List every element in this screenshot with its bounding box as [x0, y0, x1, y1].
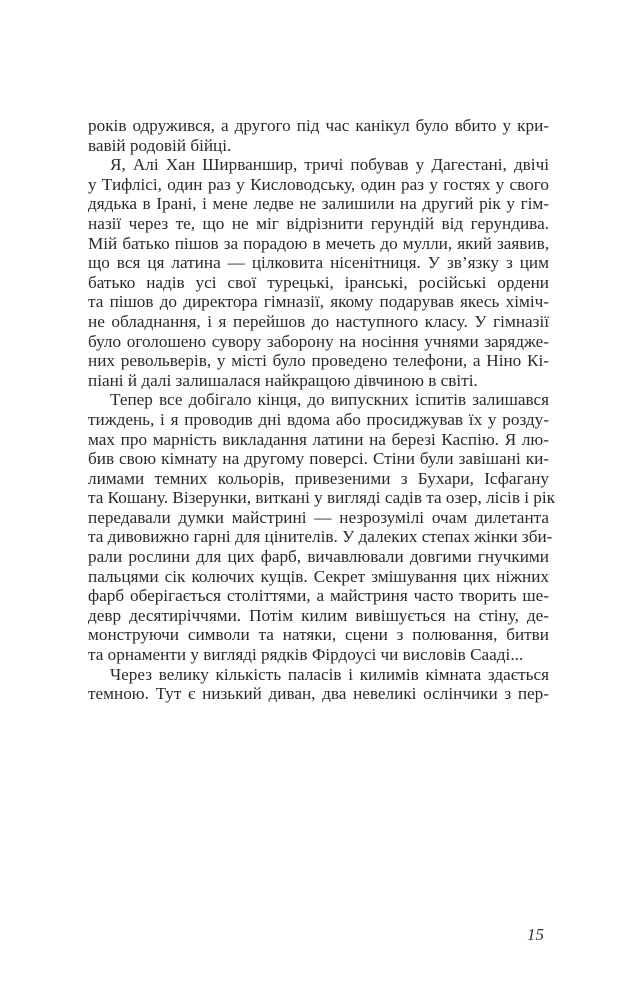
text-line: девр десятиріччями. Потім килим вивішується на стіну, де- [88, 605, 549, 625]
text-line: темною. Тут є низький диван, два невеликі ослінчики з пер- [88, 684, 549, 704]
text-line: бив свою кімнату на другому поверсі. Стіни були завішані ки- [88, 449, 549, 469]
text-line: назії через те, що не міг відрізнити герундій від герундива. [88, 213, 549, 233]
text-line: монструючи символи та натяки, сцени з полювання, битви [88, 625, 549, 645]
text-line: не обладнання, і я перейшов до наступного класу. У гімназії [88, 311, 549, 331]
text-line: Через велику кількість паласів і килимів кімната здається [110, 664, 549, 684]
text-line: у Тифлісі, один раз у Кисловодську, один раз у гостях у свого [88, 174, 549, 194]
text-line: пальцями сік колючих кущів. Секрет змішування цих ніжних [88, 566, 549, 586]
text-line: дядька в Ірані, і мене ледве не залишили на другий рік у гім- [88, 194, 549, 214]
text-line: тиждень, і я проводив дні вдома або просиджував їх у розду- [88, 409, 549, 429]
text-line: передавали думки майстрині — незрозумілі очам дилетанта [88, 507, 549, 527]
text-line: Я, Алі Хан Ширваншир, тричі побував у Дагестані, двічі [110, 155, 549, 175]
text-line: Тепер все добігало кінця, до випускних іспитів залишався [110, 390, 549, 410]
text-line: та дивовижно гарні для цінителів. У далеких степах жінки зби- [88, 527, 553, 547]
page-body-text [88, 116, 556, 704]
text-line: піані й далі залишалася найкращою дівчиною в світі. [88, 370, 478, 390]
text-line: Мій батько пішов за порадою в мечеть до мулли, який заявив, [88, 233, 549, 253]
text-line: них револьверів, у місті було проведено телефони, а Ніно Кі- [88, 351, 549, 371]
text-line: та орнаменти у вигляді рядків Фірдоусі чи висловів Сааді... [88, 645, 524, 665]
text-line: мах про марність викладання латини на березі Каспію. Я лю- [88, 429, 549, 449]
text-line: та пішов до директора гімназії, якому подарував якесь хіміч- [88, 292, 549, 312]
text-line: та Кошану. Візерунки, виткані у вигляді садів та озер, лісів і рік [88, 488, 556, 508]
text-line: лимами темних кольорів, привезеними з Бухари, Ісфагану [88, 468, 549, 488]
text-line: батько надів усі свої турецькі, іранські, російські ордени [88, 272, 549, 292]
text-line: що вся ця латина — цілковита нісенітниця. У зв’язку з цим [88, 253, 549, 273]
text-line: років одружився, а другого під час канікул було вбито у кри- [88, 116, 549, 135]
text-line: рали рослини для цих фарб, вичавлювали довгими гнучкими [88, 547, 549, 567]
text-line: було оголошено сувору заборону на носіння учнями зарядже- [88, 331, 549, 351]
text-line: вавій родовій бійці. [88, 135, 232, 155]
page-number: 15 [527, 925, 544, 944]
text-line: фарб оберігається століттями, а майстриня часто творить ше- [88, 586, 549, 606]
